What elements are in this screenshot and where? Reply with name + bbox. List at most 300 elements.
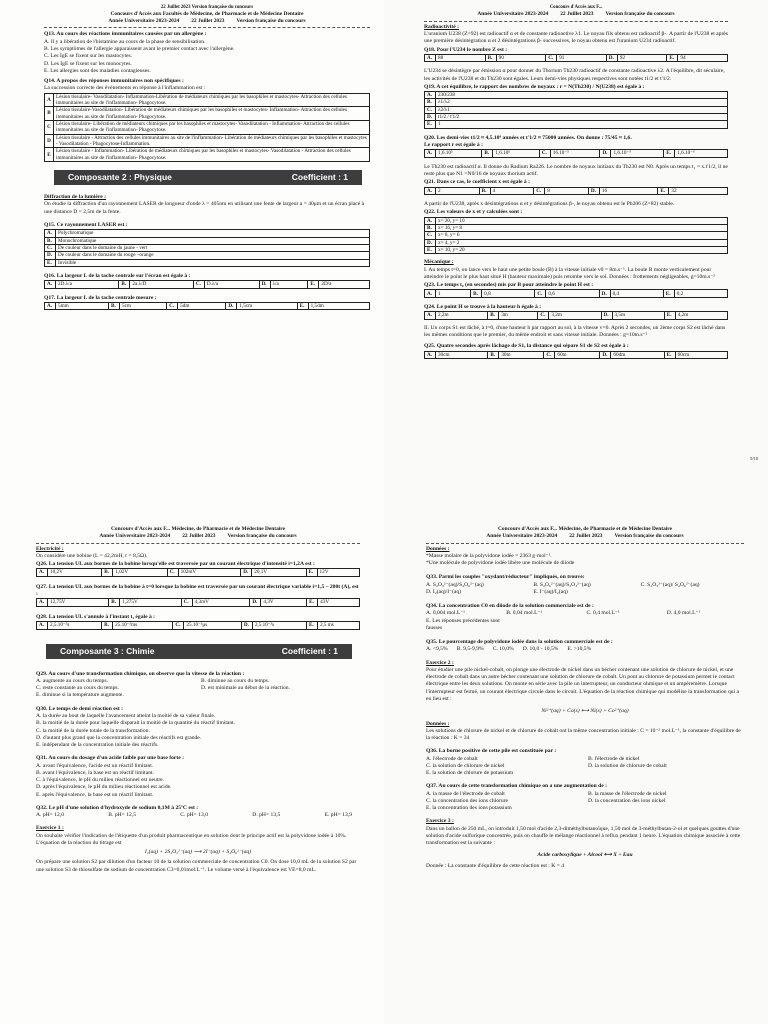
option: B. la masse de l'électrode de nickel	[588, 790, 667, 797]
option: B. l'électrode de nickel	[588, 755, 640, 762]
option-letter: A.	[425, 150, 436, 158]
option-value: 16.10⁻⁵	[550, 150, 600, 158]
option: A. <9,5%	[426, 646, 448, 653]
option-value: 25.10⁻³μs	[184, 622, 241, 630]
divider	[44, 27, 370, 28]
question-15-table	[44, 229, 370, 267]
option-letter: C.	[534, 187, 545, 195]
section-coefficient: Coefficient : 1	[281, 645, 338, 656]
option: B. Les symptômes de l'allergie apparaissent avant le premier contact avec l'allergène.	[44, 46, 235, 53]
header-top-line: Concours d'Accès aux F...	[549, 5, 603, 10]
question-17-options	[44, 302, 370, 311]
exercise-2-text: Pour étudier une pile nickel-cobalt, on plonge une électrode de nickel dans un bécher contenant une solution de chlorure de nickel, et une électrode de cobalt dans un autre bécher contenant une solution de chlorure de cobalt. Un pont au chlorure de potassium permet le contact électrique entre les deux solutions. On monte en série avec la pile un interrupteur, un conducteur ohmique et un ampèremètre. Lorsque l'interrupteur est fermé, un courant électrique circule dans le circuit. L'équation de la réaction chimique qui modélise la transformation qui a eu lieu est :	[426, 666, 739, 703]
question-35: Q35. Le pourcentage de polyvidone iodée dans la solution commerciale est de :	[426, 639, 613, 646]
option: E. Les réponses précédentes sont fausses	[426, 617, 500, 631]
option: D. 10,0 - 10,5%	[522, 646, 559, 653]
option-letter: E.	[658, 187, 669, 195]
question-21-options	[424, 187, 728, 196]
option-letter: C.	[193, 281, 204, 289]
option-value: 60m	[555, 351, 600, 359]
mechanics-title: Mécanique :	[424, 259, 454, 266]
question-14: Q14. A propos des réponses immunitaires non spécifiques :	[44, 78, 184, 85]
option-value: 0,8	[482, 290, 535, 298]
question-36: Q36. La borne positive de cette pile est constituée par :	[426, 748, 557, 755]
header-version: Version française du concours	[614, 532, 684, 539]
option: A. avant l'équivalence, l'acide est un réactif limitant.	[36, 762, 154, 769]
radioactivity-title: Radioactivité :	[424, 23, 459, 30]
table-row	[425, 99, 728, 106]
exercise-1-text-2: On prépare une solution S2 par dilution d'un facteur 10 de la solution commerciale de concentration C0. On dose 10,0 mL de la solution S2 par une solution S3 de thiosulfate de sodium de concentration C3=0,01mol.L⁻¹. Le volume versé à l'équivalence est VE=8,0 mL.	[36, 859, 357, 873]
question-29: Q29. Au cours d'une transformation chimique, on observe que la vitesse de la réaction :	[36, 670, 245, 677]
option-value: D.λ/a	[204, 281, 259, 289]
option-value: 2	[436, 187, 480, 195]
question-31: Q31. Au cours du dosage d'un acide faible par une base forte :	[36, 755, 184, 762]
question-26-options	[36, 568, 360, 577]
option: A. S₂O₃²⁻(aq)/S₄O₆²⁻(aq)	[426, 581, 484, 588]
exercise-3-text: Dans un ballon de 250 mL, on introduit 1,50 mol d'acide 2,3-diméthylbutanoïque, 1,50 mol de 3-méthylbutan-2-ol et quelques gouttes d'une solution d'acide sulfurique concentrée, puis on chauffe le mélange réactionnel à reflux pendant 1 heure. L'équation chimique associée à cette transformation est la suivante :	[426, 825, 741, 847]
lead-text: A partir de l'U238, après x désintégrations α et y désintégrations β-, le noyau obtenu est le Pb206 (Z=82) stable.	[424, 201, 675, 208]
section-title: Composante 2 : Physique	[68, 172, 172, 183]
option-value: 25.10⁻³ms	[113, 622, 173, 630]
option-letter: B.	[109, 302, 120, 310]
question-19-table	[424, 91, 728, 129]
option-letter: E.	[307, 599, 318, 607]
option: E. Les allergies sont des maladies contagieuses.	[44, 67, 151, 74]
data-line-2: *Une molécule de polyvidone iodée libère une molécule de diiode	[426, 560, 575, 567]
option: E. diminue si la température augmente.	[36, 692, 124, 699]
question-35-options	[426, 646, 744, 653]
option-value: 12V	[317, 569, 359, 577]
exercise-1-equation: I₂(aq) + 2S₂O₃²⁻(aq) ⟶ 2I⁻(aq) + S₄O₆²⁻(aq)	[144, 849, 252, 856]
header-year: Année Universitaire 2023-2024	[486, 532, 558, 539]
question-20-subtitle: Le rapport r est égale à :	[424, 142, 483, 149]
option-letter: E.	[663, 290, 674, 298]
question-17: Q17. La largeur L de la tache centrale mesure :	[44, 294, 157, 301]
option: B. diminue au cours du temps.	[201, 677, 270, 684]
question-28: Q28. La tension UL s'annule à l'instant t₁ égale à :	[36, 613, 156, 620]
section-coefficient: Coefficient : 1	[291, 172, 348, 183]
option-value: 1	[436, 290, 471, 298]
option-value: De couleur dans le domaine du jaune - vert	[56, 244, 370, 251]
option-letter: C.	[425, 232, 436, 239]
question-32: Q32. Le pH d'une solution d'hydroxyde de sodium 0,1M à 25ºC est :	[36, 804, 199, 811]
option: B. S₄O₆²⁻(aq)/S₂O₃²⁻(aq)	[533, 581, 591, 588]
header-date: 22 Juillet 2023	[569, 532, 603, 539]
option-letter: D.	[600, 150, 611, 158]
option-value: 12,75V	[48, 599, 109, 607]
option: D. la solution de chlorure de cobalt	[588, 762, 667, 769]
option-letter: B.	[485, 54, 496, 62]
option: C. 0,4 mol.L⁻¹	[586, 610, 620, 617]
table-row	[45, 134, 370, 148]
option-value: 0,2	[674, 290, 727, 298]
option: E. I⁻(aq)/I₂(aq)	[533, 588, 568, 595]
option-letter: E.	[664, 312, 675, 320]
header-date: 22 Juillet 2023	[182, 532, 216, 539]
option-value: 10,2V	[48, 569, 102, 577]
option: E. indépendant de la concentration initiale des réactifs.	[36, 742, 159, 749]
option: A. l'électrode de cobalt	[426, 755, 478, 762]
option-value: 0,6	[546, 290, 599, 298]
question-16: Q16. La largeur L de la tache centrale sur l'écran est égale à :	[44, 272, 191, 279]
question-37: Q37. Au cours de cette transformation chimique on a une augmentation de :	[426, 783, 608, 790]
divider	[424, 21, 728, 22]
page-top-right	[384, 0, 768, 512]
option-letter: C.	[167, 569, 178, 577]
option-value: x= 20, y= 10	[436, 217, 728, 224]
option-letter: D.	[588, 187, 599, 195]
option-value: t1/2 / t'1/2	[436, 114, 728, 121]
option-value: 2,5.10⁻³s	[252, 622, 306, 630]
option-value: 1,02V	[113, 569, 167, 577]
option-letter: A.	[425, 351, 436, 359]
option: B. 9,5-9,9%	[456, 646, 484, 653]
option: D. est minimale au début de la réaction.	[201, 685, 291, 692]
radium-text: Le Th230 est radioactif α. Il donne du Radium Ra226. Le nombre de noyaux initiaux du Th230 est N0. Après un temps t₁ = x.t'1/2, il ne reste plus que N1 =N0/16 de noyaux thorium actif.	[424, 163, 728, 178]
option-value: 0,4	[610, 290, 663, 298]
option-value: 60cm	[675, 351, 727, 359]
option-value: 2D/a	[319, 281, 370, 289]
table-row	[425, 232, 728, 239]
page-bottom-right	[384, 512, 768, 1024]
option: C. à l'équivalence, le pH du milieu réactionnel est neutre.	[36, 777, 165, 784]
option-letter: A.	[425, 312, 436, 320]
question-24: Q24. Le point H se trouve à la hauteur h égale à :	[424, 303, 542, 310]
option-value: 2D.λ/a	[56, 281, 119, 289]
option-value: 2,2m	[436, 312, 488, 320]
question-36-options	[426, 756, 744, 778]
option-value: 4	[490, 187, 534, 195]
option-value: λ2/λ1	[436, 106, 728, 113]
option-value: 60dm	[611, 351, 664, 359]
option: C. la solution de chlorure de nickel	[426, 762, 505, 769]
page-header	[36, 526, 360, 540]
header-version: Version française du concours	[605, 10, 675, 17]
free-fall-text: II. Un corps S1 est lâché, à t=0, d'une hauteur h par rapport au sol, à la vitesse v=0. Après 2 secondes, un 2ème corps S2 est lâché dans les mêmes conditions que le premier, du même endroit et sans vitesse initiale. Données : g=10m.s⁻²	[424, 324, 726, 338]
option: C. la moitié de la durée totale de la transformation.	[36, 727, 150, 734]
question-27-options	[36, 598, 360, 607]
table-row	[45, 259, 370, 266]
option-letter: E.	[664, 351, 675, 359]
option: D. la concentration des ions nickel	[588, 797, 666, 804]
thorium-text: L'U234 se désintègre par émission α pour donner du Thorium Th230 radioactif de constante radioactive λ2. A l'équilibre, dit séculaire, les activités de l'U238 et du Th230 sont égales. Leurs demi-vies physiques respectives sont notées t1/2 et t'1/2.	[424, 68, 725, 82]
option-value: Lésion tissulaire - Attraction des cellules immunitaires au site de l'inflammation- Libération de médiateurs chimiques par les basophiles et mastocytes - Vasodilatation - Phagocytose-Inflammation.	[54, 134, 370, 148]
option-letter: B.	[109, 599, 120, 607]
option-letter: A.	[425, 187, 436, 195]
option-letter: C.	[539, 150, 550, 158]
option-value: Monochromatique	[56, 237, 370, 244]
option-letter: E.	[425, 121, 436, 128]
option-letter: D.	[226, 302, 237, 310]
table-row	[425, 247, 728, 254]
option-letter: E.	[306, 569, 317, 577]
section-band-physique	[54, 170, 362, 185]
exercise-1-title: Exercice 1 :	[36, 825, 64, 832]
question-34-options	[426, 610, 744, 632]
option-value: 43V	[318, 599, 360, 607]
header-year: Année Universitaire 2023-2024	[477, 10, 549, 17]
table-row	[425, 217, 728, 224]
table-row	[425, 92, 728, 99]
section-band-chimie	[46, 644, 352, 659]
option-value: De couleur dans le domaine du rouge –orange	[56, 252, 370, 259]
question-14-subtitle: La succession correcte des événements en réponse à l'inflammation est :	[44, 85, 206, 92]
option-value: 1,6.10⁵	[436, 150, 482, 158]
question-28-options	[36, 621, 360, 630]
option-letter: B.	[488, 312, 499, 320]
page-header	[424, 5, 728, 18]
option-value: Polychromatique	[56, 230, 370, 237]
diffraction-text: On étudie la diffraction d'un rayonnement LASER de longueur d'onde λ = 405nm en utilisant une fente de largeur a = 40μm et un écran placé à une distance D = 2,5m de la fente.	[44, 201, 365, 215]
option-value: x= 8, y= 6	[436, 232, 728, 239]
option-value: 2,5.10⁻³s	[48, 622, 102, 630]
option-letter: B.	[119, 281, 130, 289]
table-row	[45, 148, 370, 162]
option-letter: E.	[45, 259, 56, 266]
option-letter: A.	[45, 302, 56, 310]
option-value: 32	[669, 187, 728, 195]
question-15: Q15. Ce rayonnement LASER est :	[44, 221, 128, 228]
exercise-1-text: On souhaite vérifier l'indication de l'étiquette d'un produit pharmaceutique en solution dont le principe actif est la polyvidone iodée à 10%. L'équation de la réaction du titrage est	[36, 832, 347, 846]
section-title: Composante 3 : Chimie	[60, 645, 155, 656]
exercise-2-equation: Ni²⁺(aq) + Co(s) ⟷ Ni(s) + Co²⁺(aq)	[541, 708, 629, 715]
option-letter: C.	[181, 599, 192, 607]
option: D. pH= 13,5	[252, 812, 281, 819]
option-value: 30cm	[436, 351, 488, 359]
option-value: 94	[678, 54, 728, 62]
option-value: 20,1V	[252, 569, 306, 577]
option-letter: B.	[102, 622, 113, 630]
data-title: Données :	[426, 545, 450, 552]
electricity-title: Electricité :	[36, 545, 64, 552]
option-value: 16	[599, 187, 658, 195]
diffraction-title: Diffraction de la lumière :	[44, 194, 107, 201]
option: E. la solution de chlorure de potassium	[426, 770, 514, 777]
option-value: 3,2m	[549, 312, 601, 320]
option-letter: B.	[482, 150, 493, 158]
option: C. pH= 13,0	[180, 812, 209, 819]
table-row	[425, 121, 728, 128]
option: C. la concentration des ions chlorure	[426, 797, 509, 804]
option-letter: C.	[538, 312, 549, 320]
exercise-3-title: Exercice 3 :	[426, 818, 454, 825]
option-letter: E.	[667, 54, 678, 62]
question-25: Q25. Quatre secondes après lâchage de S1, la distance qui sépare S1 de S2 est égale à :	[424, 343, 629, 350]
question-18-options	[424, 54, 728, 63]
option-letter: A.	[45, 230, 56, 237]
question-33-options	[426, 582, 744, 597]
option-value: 1,6.10⁶	[493, 150, 539, 158]
option-value: 4,2m	[675, 312, 727, 320]
table-row	[425, 106, 728, 113]
table-row	[425, 239, 728, 246]
option-value: x= 10, y= 20	[436, 247, 728, 254]
option-value: 4,3mV	[192, 599, 250, 607]
question-14-table	[44, 93, 370, 162]
option: B. pH= 12,5	[108, 812, 137, 819]
divider	[36, 543, 360, 544]
question-32-options	[36, 812, 360, 819]
option-letter: A.	[37, 569, 48, 577]
option-letter: A.	[425, 290, 436, 298]
question-24-options	[424, 311, 728, 320]
question-30-options	[36, 713, 360, 749]
option-value: 1,5cm	[237, 302, 297, 310]
table-row	[45, 120, 370, 134]
option-letter: D.	[259, 281, 270, 289]
option-letter: C.	[535, 290, 546, 298]
table-row	[45, 93, 370, 107]
header-year: Année Universitaire 2023-2024	[99, 532, 171, 539]
exercise-3-data: Donnée : La constante d'équilibre de cette réaction est : K = 4	[426, 862, 565, 869]
option-letter: D.	[425, 114, 436, 121]
option-value: 92	[617, 54, 667, 62]
option-value: 91	[557, 54, 607, 62]
table-row	[45, 237, 370, 244]
option-value: 230/238	[436, 92, 728, 99]
option: E. >10,5%	[567, 646, 592, 653]
option: A. Il y a libération de l'histamine au cours de la phase de sensibilisation.	[44, 38, 206, 45]
table-row	[425, 225, 728, 232]
header-date: 22 Juillet 2023	[560, 10, 594, 17]
option-letter: D.	[425, 239, 436, 246]
option-letter: C.	[173, 622, 184, 630]
option-letter: C.	[544, 351, 555, 359]
option: A. 0,004 mol.L⁻¹	[426, 610, 465, 617]
question-23-options	[424, 289, 728, 298]
option-value: 5cm	[120, 302, 167, 310]
option-letter: A.	[45, 281, 56, 289]
option-value: 3m	[499, 312, 538, 320]
option-value: 1,6.10⁻⁶	[675, 150, 728, 158]
option: D. d'autant plus grand que la concentration initiale des réactifs est grande.	[36, 734, 202, 741]
page-number: 5/10	[749, 456, 758, 462]
option-value: 8	[545, 187, 589, 195]
option-letter: D.	[45, 252, 56, 259]
electricity-text: On considère une bobine (L = 42,2mH, r = 8,5Ω).	[36, 552, 148, 559]
mechanics-text: I. Au temps t=0, on lance vers le haut une petite boule (B) à la vitesse initiale v0 = 8m.s⁻¹. La boule B monte verticalement pour atteindre le point le plus haut situé H (hauteur maximale) puis retombe vers le sol. Données : frottements négligeables, g=10m.s⁻²	[424, 266, 715, 280]
option-value: 1,6.10⁻⁵	[611, 150, 664, 158]
option: E. après l'équivalence, la base est un réactif limitant.	[36, 791, 154, 798]
option-value: 30m	[499, 351, 544, 359]
option: A. la durée au bout de laquelle l'avancement atteint la moitié de sa valeur finale.	[36, 712, 216, 719]
option-letter: B.	[488, 351, 499, 359]
header-version: Version française du concours	[227, 532, 297, 539]
option-letter: A	[45, 93, 54, 107]
option-value: 4,3V	[261, 599, 307, 607]
option-letter: E.	[306, 622, 317, 630]
question-34: Q34. La concentration C0 en diiode de la solution commerciale est de :	[426, 603, 594, 610]
question-20-options	[424, 149, 728, 158]
data-line-1: *Masse molaire de la polyvidone iodée = 2363 g·mol⁻¹.	[426, 552, 552, 559]
option: C. Les IgE se fixent sur les mastocytes.	[44, 53, 133, 60]
option-letter: C.	[546, 54, 557, 62]
option-value: 2a.λ/D	[130, 281, 193, 289]
option: C. reste constante au cours du temps.	[36, 685, 119, 692]
option: C. S₂O₃²⁻(aq)/ S₄O₆²⁻(aq)	[640, 581, 700, 588]
option-letter: B	[45, 107, 54, 121]
option: B. la moitié de la durée pour laquelle disparait la moitié de la quantité du réactif limitant.	[36, 720, 236, 727]
option-value: 102mV	[178, 569, 241, 577]
question-26: Q26. La tension UL aux bornes de la bobine lorsqu'elle est traversée par un courant électrique d'intensité i=1,2A est :	[36, 561, 315, 568]
option-letter: C	[45, 120, 54, 134]
question-33: Q33. Parmi les couples "oxydant/réducteur" impliqués, on trouve:	[426, 574, 585, 581]
option-letter: E.	[664, 150, 675, 158]
option-letter: A.	[425, 54, 436, 62]
question-31-options	[36, 763, 360, 799]
option-value: 5dm	[178, 302, 226, 310]
option-value: Invisible	[56, 259, 370, 266]
option-value: Lésion tissulaire- Libération de médiateurs chimiques par les basophiles et mastocytes- Vasodilatation - Inflammation- Attraction des cellules immunitaires au site de l'inflammation- Phagocytose.	[54, 120, 370, 134]
page-top-left	[0, 0, 384, 512]
page-bottom-left	[0, 512, 384, 1024]
option-value: Lésion tissulaire- Vasodilatation- Inflammation-Libération de médiateurs chimiques par les basophiles et mastocytes- Attraction des cellules immunitaires au site de l'inflammation- Phagocytose.	[54, 93, 370, 107]
option-letter: D.	[601, 312, 612, 320]
option-value: λ1/λ2	[436, 99, 728, 106]
option: D. Les IgE se fixent sur les monocytes.	[44, 60, 132, 67]
option-letter: B.	[425, 99, 436, 106]
option-letter: B.	[45, 237, 56, 244]
option-letter: D.	[241, 569, 252, 577]
question-23: Q23. Le temps t₀ (en secondes) mis par B pour atteindre le point H est :	[424, 282, 594, 289]
option-letter: B.	[471, 290, 482, 298]
question-25-options	[424, 351, 728, 360]
header-year: Année Universitaire 2023-2024	[108, 17, 180, 24]
question-21: Q21. Dans ce cas, le coefficient x est égale à :	[424, 179, 530, 186]
divider	[426, 543, 744, 544]
exercise-2-title: Exercice 2 :	[426, 659, 454, 666]
question-13-options	[44, 39, 370, 75]
question-18: Q18. Pour l'U234 le nombre Z est :	[424, 46, 508, 53]
header-date: 22 Juillet 2023	[191, 17, 225, 24]
table-row	[45, 107, 370, 121]
page-header	[44, 5, 370, 24]
option-letter: D.	[606, 54, 617, 62]
option-value: x= 16, y= 8	[436, 225, 728, 232]
question-19: Q19. A cet équilibre, le rapport des nombres de noyaux : r = N(Th230) / N(U238) est égale à :	[424, 83, 645, 90]
option-letter: A.	[37, 599, 48, 607]
option-value: 1,275V	[120, 599, 181, 607]
exercise-2-data-text: Les solutions de chlorure de nickel et de chlorure de cobalt ont la même concentration initiale : C = 10⁻² mol.L⁻¹, la constante d'équilibre de la réaction : K = 34	[426, 727, 741, 742]
option: D. I₂(aq)/I⁻(aq)	[426, 588, 462, 595]
option: B. avant l'équivalence, la base est un réactif limitant.	[36, 769, 154, 776]
radioactivity-text: L'uranium U238 (Z=92) est radioactif α et de constante radioactive λ1. Le noyau fils obtenu est radioactif β-. A partir de l'U238 et après une première désintégration α et 2 désintégrations β- successives, le noyau obtenu est l'uranium U234 radioactif.	[424, 31, 728, 45]
table-row	[45, 244, 370, 251]
option: C. 10,0%	[492, 646, 514, 653]
option-letter: C.	[45, 244, 56, 251]
header-top-line: 22 Juillet 2023 Version française du concours	[160, 5, 254, 10]
option-value: 1	[436, 121, 728, 128]
option-value: 5mm	[56, 302, 109, 310]
option: A. la masse de l'électrode de cobalt	[426, 790, 505, 797]
question-27: Q27. La tension UL aux bornes de la bobine à t=0 lorsque la bobine est traversée par un courant électrique variable i=1,5 – 200t (A), est :	[36, 583, 359, 598]
option-value: 1,5dm	[308, 302, 369, 310]
question-22: Q22. Les valeurs de x et y calculées sont :	[424, 209, 523, 216]
question-37-options	[426, 791, 744, 813]
question-29-options	[36, 678, 360, 700]
option-letter: E.	[308, 281, 319, 289]
option-value: Lésion tissulaire - Inflammation- Libération de médiateurs chimiques par les basophiles et mastocytes- Vasodilatation - Attraction des cellules immunitaires au site de l'inflammation- Phagocytose.	[54, 148, 370, 162]
option-letter: E.	[425, 247, 436, 254]
option-value: 90	[496, 54, 546, 62]
option-letter: E.	[297, 302, 308, 310]
option-letter: D.	[241, 622, 252, 630]
exercise-2-data-title: Données :	[426, 720, 450, 727]
exercise-3-equation: Acide carboxylique + Alcool ⟷ X + Eau	[537, 851, 633, 858]
table-row	[45, 252, 370, 259]
option-letter: D.	[600, 351, 611, 359]
question-22-table	[424, 217, 728, 255]
